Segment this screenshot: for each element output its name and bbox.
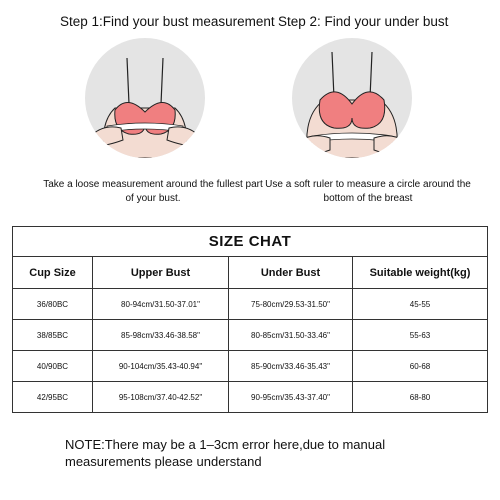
cell-cup-size: 38/85BC xyxy=(13,320,93,351)
bust-measurement-illustration xyxy=(85,38,205,158)
note-text: NOTE:There may be a 1–3cm error here,due to manual measurements please understand xyxy=(65,437,386,469)
cell-weight: 45-55 xyxy=(353,289,488,320)
table-row xyxy=(13,320,488,351)
cell-under-bust: 90-95cm/35.43-37.40" xyxy=(229,382,353,413)
size-chart-table xyxy=(12,226,488,413)
cell-under-bust: 75-80cm/29.53-31.50" xyxy=(229,289,353,320)
cell-cup-size: 40/90BC xyxy=(13,351,93,382)
table-row xyxy=(13,382,488,413)
cell-cup-size: 36/80BC xyxy=(13,289,93,320)
header-under-bust: Under Bust xyxy=(229,257,353,289)
cell-cup-size: 42/95BC xyxy=(13,382,93,413)
table-title: SIZE CHAT xyxy=(13,227,488,257)
header-upper-bust: Upper Bust xyxy=(93,257,229,289)
step1-caption: Take a loose measurement around the fullest part of your bust. xyxy=(43,179,263,204)
step2-caption: Use a soft ruler to measure a circle around the bottom of the breast xyxy=(265,179,471,204)
underbust-measurement-drawing xyxy=(292,38,412,158)
step2-title: Step 2: Find your under bust xyxy=(278,14,449,29)
header-cup-size: Cup Size xyxy=(13,257,93,289)
cell-weight: 60-68 xyxy=(353,351,488,382)
cell-weight: 68-80 xyxy=(353,382,488,413)
cell-upper-bust: 90-104cm/35.43-40.94" xyxy=(93,351,229,382)
cell-under-bust: 85-90cm/33.46-35.43" xyxy=(229,351,353,382)
table-row xyxy=(13,289,488,320)
bust-measurement-drawing xyxy=(85,38,205,158)
cell-upper-bust: 85-98cm/33.46-38.58" xyxy=(93,320,229,351)
cell-upper-bust: 95-108cm/37.40-42.52" xyxy=(93,382,229,413)
underbust-measurement-illustration xyxy=(292,38,412,158)
header-suitable-weight: Suitable weight(kg) xyxy=(353,257,488,289)
table-row xyxy=(13,351,488,382)
table-header-row xyxy=(13,257,488,289)
step1-title: Step 1:Find your bust measurement xyxy=(60,14,275,29)
cell-weight: 55-63 xyxy=(353,320,488,351)
cell-upper-bust: 80-94cm/31.50-37.01" xyxy=(93,289,229,320)
cell-under-bust: 80-85cm/31.50-33.46" xyxy=(229,320,353,351)
